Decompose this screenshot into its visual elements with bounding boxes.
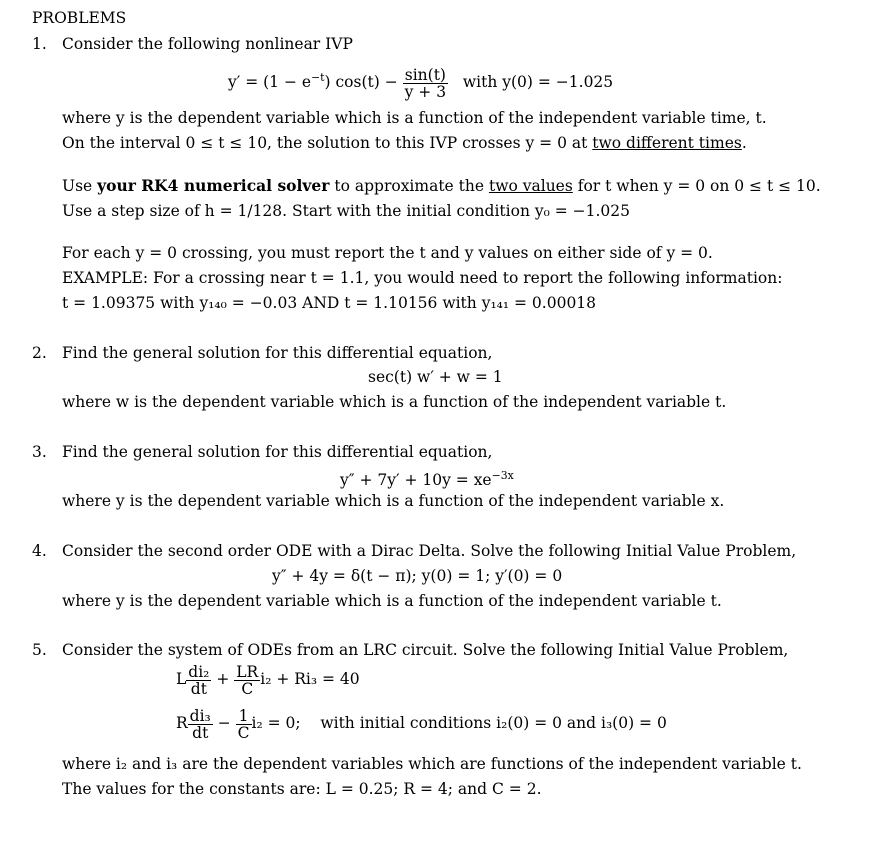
problem-5-equation-1 (176, 662, 360, 697)
p1-line2-a: On the interval 0 ≤ t ≤ 10, the solution to this IVP crosses y = 0 at (62, 134, 593, 152)
p3-eq-base: y″ + 7y′ + 10y = xe (340, 471, 492, 490)
p3-eq-exp: −3x (491, 469, 514, 482)
problem-1-line1: where y is the dependent variable which is a function of the independent variable time, t. (62, 109, 767, 127)
problem-1-line5: For each y = 0 crossing, you must report the t and y values on either side of y = 0. (62, 244, 713, 262)
p1-line2-b: . (741, 134, 747, 152)
problem-4-tail: where y is the dependent variable which is a function of the independent variable t. (62, 592, 722, 610)
p1-frac-bot: y + 3 (404, 82, 447, 101)
p1-line2-underlined: two different times (592, 134, 742, 152)
problem-3-number: 3. (32, 443, 47, 461)
p5-eq2-frac1-top: di₃ (189, 706, 211, 725)
p5-eq1-frac1 (186, 664, 211, 697)
problem-3-tail: where y is the dependent variable which is a function of the independent variable x. (62, 492, 725, 510)
p1-line3-c: for t when y = 0 on 0 ≤ t ≤ 10. (572, 177, 821, 195)
problem-4-intro: Consider the second order ODE with a Dirac Delta. Solve the following Initial Value Problem, (62, 542, 797, 560)
p5-eq2-frac2-top: 1 (236, 708, 252, 725)
p1-frac-top: sin(t) (403, 67, 448, 84)
problem-1-line2 (62, 133, 747, 153)
p5-eq2-initial-conditions: with initial conditions i₂(0) = 0 and i₃(0) = 0 (320, 714, 667, 732)
p5-eq2-frac1 (188, 708, 213, 741)
p1-line3-bold: your RK4 numerical solver (97, 176, 330, 195)
p5-eq1-plus: + (216, 670, 230, 688)
problem-2-number: 2. (32, 344, 47, 362)
p1-eq-lhs: y′ = (1 − e (228, 73, 312, 92)
problem-1-line3 (62, 176, 821, 196)
p1-eq-tail: with y(0) = −1.025 (462, 73, 614, 92)
p1-eq-fraction (403, 67, 448, 100)
p1-line3-b: to approximate the (329, 177, 489, 195)
problem-2-equation: sec(t) w′ + w = 1 (368, 368, 503, 386)
p5-eq1-rest: i₂ + Ri₃ = 40 (260, 670, 360, 688)
p1-line3-a: Use (62, 177, 98, 195)
problem-5-tail-1: where i₂ and i₃ are the dependent variables which are functions of the independent variable t. (62, 755, 802, 773)
p5-eq2-minus: − (217, 714, 231, 732)
problem-3-equation (340, 466, 514, 490)
p5-eq2-rest: i₂ = 0; (251, 714, 301, 732)
problem-5-number: 5. (32, 641, 47, 659)
problem-1-number: 1. (32, 35, 47, 53)
problem-1-equation (228, 60, 613, 100)
p5-eq2-frac1-bot: dt (192, 723, 209, 742)
p1-line3-underlined: two values (488, 177, 573, 195)
p5-eq2-frac2 (236, 708, 252, 741)
problem-1-intro: Consider the following nonlinear IVP (62, 35, 353, 53)
problem-5-intro: Consider the system of ODEs from an LRC circuit. Solve the following Initial Value Problem, (62, 641, 789, 659)
problem-5-equation-2 (176, 706, 667, 741)
problem-2-tail: where w is the dependent variable which is a function of the independent variable t. (62, 393, 727, 411)
p1-eq-exp: −t (311, 71, 325, 84)
problem-4-equation: y″ + 4y = δ(t − π); y(0) = 1; y′(0) = 0 (272, 567, 563, 585)
problem-5-tail-2: The values for the constants are: L = 0.25; R = 4; and C = 2. (62, 780, 542, 798)
problem-1-line6: EXAMPLE: For a crossing near t = 1.1, you would need to report the following information: (62, 269, 783, 287)
p5-eq1-L: L (176, 670, 187, 688)
problem-4-number: 4. (32, 542, 47, 560)
p5-eq1-frac2-top: LR (236, 662, 259, 681)
p5-eq2-frac2-bot: C (237, 723, 250, 742)
p5-eq1-frac2 (234, 664, 260, 697)
page-heading: PROBLEMS (32, 9, 127, 27)
problem-3-intro: Find the general solution for this differential equation, (62, 443, 493, 461)
p5-eq1-frac1-top: di₂ (188, 662, 210, 681)
problem-1-line4: Use a step size of h = 1/128. Start with the initial condition y₀ = −1.025 (62, 202, 631, 220)
problem-1-line7: t = 1.09375 with y₁₄₀ = −0.03 AND t = 1.10156 with y₁₄₁ = 0.00018 (62, 294, 597, 312)
p1-eq-mid: ) cos(t) − (324, 73, 398, 92)
p5-eq1-frac2-bot: C (241, 679, 254, 698)
p5-eq1-frac1-bot: dt (190, 679, 207, 698)
problem-2-intro: Find the general solution for this differential equation, (62, 344, 493, 362)
p5-eq2-R: R (176, 714, 188, 732)
